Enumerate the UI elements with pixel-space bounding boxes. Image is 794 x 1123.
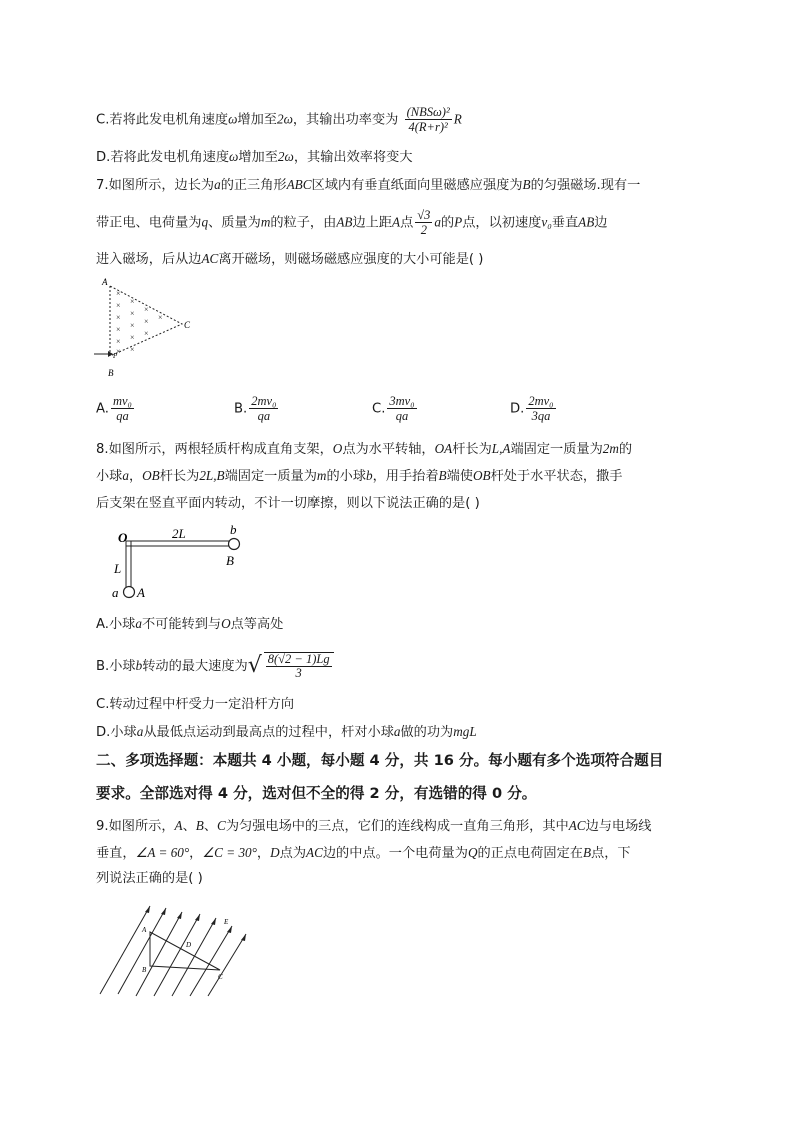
q7-option-d — [510, 394, 558, 423]
text: 垂直 — [551, 215, 579, 231]
text: 点等高处 — [230, 617, 284, 632]
text: 杆处于水平状态，撒手 — [490, 469, 623, 484]
text: 点为水平转轴， — [342, 442, 435, 457]
text: 后支架在竖直平面内转动，不计一切摩擦，则以下说法正确的是( ) — [96, 496, 480, 511]
label-a-lower: a — [112, 585, 119, 600]
text: 2m — [602, 441, 619, 456]
ball-b — [229, 539, 240, 550]
text: 不可能转到与 — [141, 617, 222, 632]
velocity-fraction — [264, 652, 334, 680]
radical-sign: √ — [247, 653, 262, 678]
svg-text:×: × — [144, 305, 149, 314]
text: C. — [372, 401, 386, 417]
text: 点，下 — [591, 846, 631, 861]
text: q — [201, 214, 209, 230]
text: D.若将此发电机角速度 — [96, 150, 230, 165]
text: OA — [434, 441, 453, 456]
text: 的 — [440, 215, 455, 231]
svg-text:×: × — [158, 313, 163, 322]
text: 的匀强磁场.现有一 — [530, 178, 641, 193]
text: 的正点电荷固定在 — [477, 846, 583, 861]
q9-line1 — [96, 817, 652, 836]
denominator: qa — [116, 409, 129, 423]
text: 端使 — [446, 469, 473, 484]
text: a — [393, 724, 401, 739]
svg-text:×: × — [116, 289, 121, 298]
text: D.小球 — [96, 725, 137, 740]
text: 区域内有垂直纸面向里磁感应强度为 — [311, 178, 523, 193]
text: 的粒子，由 — [270, 215, 337, 231]
label-c: C — [218, 973, 223, 981]
numerator: mv₀ — [112, 394, 132, 408]
text: OB — [142, 468, 160, 483]
text: AB — [578, 214, 595, 230]
text: ，其输出功率变为 — [292, 112, 399, 128]
label-o: O — [118, 530, 128, 545]
sqrt3-over-2 — [415, 208, 432, 237]
text: mgL — [453, 724, 477, 739]
text: B — [522, 177, 531, 192]
text: B.小球 — [96, 659, 136, 674]
text: OB — [472, 468, 491, 483]
text: 要求。全部选对得 4 分，选对但不全的得 2 分，有选错的得 0 分。 — [96, 785, 537, 802]
text: ， — [128, 469, 143, 484]
text: B — [438, 468, 447, 483]
text: a — [214, 177, 221, 192]
q7-triangle-figure — [92, 276, 202, 384]
text: B. — [234, 401, 248, 417]
field-crosses — [116, 289, 163, 356]
q8-option-c — [96, 696, 294, 714]
text: m — [316, 468, 327, 483]
text: 2ω — [277, 149, 294, 164]
q7-line3 — [96, 250, 483, 269]
text: ，用手抬着 — [372, 469, 439, 484]
rod-oa — [126, 541, 131, 587]
fraction — [249, 394, 278, 423]
svg-text:×: × — [130, 297, 135, 306]
q7-option-b — [234, 394, 280, 423]
text: 8.如图所示，两根轻质杆构成直角支架， — [96, 442, 333, 457]
ball-a — [124, 587, 135, 598]
numerator: √3 — [417, 208, 431, 222]
text: AC — [306, 845, 323, 860]
text: 、 — [203, 819, 218, 834]
text: A. — [96, 401, 109, 417]
q8-option-d — [96, 723, 477, 742]
section2-heading-line2 — [96, 785, 536, 803]
text: AC — [201, 251, 219, 266]
label-2l: 2L — [172, 526, 186, 541]
text: 列说法正确的是( ) — [96, 871, 203, 886]
q7-line2 — [96, 208, 607, 237]
numerator: 2mv₀ — [528, 394, 554, 408]
q7-line1 — [96, 176, 640, 195]
text: 二、多项选择题：本题共 4 小题，每小题 4 分，共 16 分。每小题有多个选项符合题目 — [96, 752, 664, 769]
text: a — [434, 214, 441, 230]
text: 的 — [618, 442, 633, 457]
rod-ob — [126, 541, 232, 546]
text: 带正电、电荷量为 — [96, 215, 202, 231]
label-p: P — [113, 352, 118, 360]
svg-text:×: × — [130, 309, 135, 318]
denominator: 2 — [420, 223, 427, 237]
svg-text:×: × — [116, 347, 121, 356]
text: v₀ — [541, 214, 552, 230]
label-b: B — [142, 966, 147, 974]
denominator: 3qa — [531, 409, 551, 423]
text: a — [122, 468, 129, 483]
q8-line2 — [96, 467, 622, 486]
text: 边上距 — [352, 215, 392, 231]
svg-text:×: × — [130, 333, 135, 342]
text: 点为 — [279, 846, 307, 861]
text: 端固定一质量为 — [510, 442, 603, 457]
q7-option-a — [96, 394, 136, 423]
power-fraction — [405, 105, 452, 134]
label-c: C — [184, 320, 191, 330]
svg-text:×: × — [116, 301, 121, 310]
svg-text:×: × — [130, 345, 135, 354]
text: 7.如图所示，边长为 — [96, 178, 215, 193]
label-a: A — [142, 926, 147, 934]
text: C — [217, 818, 226, 833]
text: 边与电场线 — [585, 819, 652, 834]
text: 垂直， — [96, 846, 136, 861]
text: 的小球 — [326, 469, 367, 484]
numerator: 3mv₀ — [389, 394, 415, 408]
label-b-upper: B — [226, 553, 234, 568]
text: 增加至 — [238, 150, 278, 165]
text: ， — [189, 846, 203, 861]
text: C.转动过程中杆受力一定沿杆方向 — [96, 697, 295, 712]
text: B — [195, 818, 204, 833]
text: ,B — [213, 468, 225, 483]
text: 离开磁场，则磁场磁感应强度的大小可能是( ) — [218, 252, 484, 267]
q9-field-figure — [94, 900, 254, 1000]
label-b-lower: b — [230, 522, 237, 537]
numerator: (NBSω)² — [406, 105, 450, 119]
text: 增加至 — [237, 112, 277, 128]
q9-line2 — [96, 844, 631, 863]
text: 边的中点。一个电荷量为 — [322, 846, 468, 861]
text: 点，以初速度 — [462, 215, 542, 231]
denominator: qa — [257, 409, 271, 423]
svg-text:×: × — [116, 337, 121, 346]
text: 转动的最大速度为 — [142, 659, 248, 674]
q9-line3 — [96, 870, 203, 888]
denominator: qa — [395, 409, 409, 423]
denominator: 3 — [295, 666, 302, 680]
text: 的正三角形 — [220, 178, 287, 193]
label-l: L — [114, 561, 122, 576]
text: C.若将此发电机角速度 — [96, 112, 229, 128]
q8-line1 — [96, 440, 632, 459]
label-b: B — [108, 368, 114, 378]
text: ，其输出效率将变大 — [293, 150, 413, 165]
svg-text:×: × — [116, 313, 121, 322]
label-a-upper: A — [137, 585, 145, 600]
text: 杆长为 — [452, 442, 492, 457]
label-a: A — [102, 277, 108, 287]
text: AC — [568, 818, 586, 833]
text: 做的功为 — [400, 725, 454, 740]
text: 2L — [199, 468, 214, 483]
section2-heading-line1 — [96, 752, 663, 770]
q8-line3 — [96, 495, 480, 513]
text: b — [135, 658, 143, 673]
denominator: 4(R+r)² — [408, 120, 448, 134]
svg-text:×: × — [116, 325, 121, 334]
text: D — [270, 845, 280, 860]
text: a — [136, 724, 144, 739]
text: 、 — [182, 819, 196, 834]
fraction — [387, 394, 416, 423]
q8-option-a — [96, 615, 283, 634]
text: AB — [336, 214, 353, 230]
fraction — [526, 394, 555, 423]
text: 点 — [400, 215, 414, 231]
svg-text:×: × — [144, 317, 149, 326]
text: ABC — [286, 177, 312, 192]
text: 2ω — [276, 111, 293, 127]
text: O — [221, 616, 231, 631]
text: D. — [510, 401, 525, 417]
text: ， — [256, 846, 271, 861]
text: Q — [467, 845, 478, 860]
text: O — [332, 441, 343, 456]
text: B — [582, 845, 592, 860]
text: 为匀强电场中的三点，它们的连线构成一直角三角形，其中 — [225, 819, 569, 834]
text: 端固定一质量为 — [224, 469, 317, 484]
text: 9.如图所示， — [96, 819, 175, 834]
text: L — [491, 441, 500, 456]
text: A.小球 — [96, 617, 136, 632]
numerator: 2mv₀ — [251, 394, 277, 408]
text: R — [453, 111, 462, 127]
text: P — [454, 214, 463, 230]
svg-text:×: × — [144, 329, 149, 338]
q6-option-c — [96, 105, 462, 134]
text: ∠C = 30° — [202, 845, 257, 860]
svg-text:×: × — [130, 321, 135, 330]
text: A — [392, 214, 401, 230]
numerator: 8(√2 − 1)Lg — [267, 652, 330, 666]
text: A — [174, 818, 183, 833]
text: 从最低点运动到最高点的过程中，杆对小球 — [143, 725, 394, 740]
text: ,A — [499, 441, 511, 456]
label-e: E — [224, 918, 229, 926]
label-d: D — [186, 941, 192, 949]
text: m — [260, 214, 271, 230]
field-arrows — [145, 906, 246, 941]
text: ω — [229, 149, 239, 164]
fraction — [111, 394, 134, 423]
text: ∠A = 60° — [135, 845, 190, 860]
q8-bracket-figure — [108, 520, 248, 608]
text: a — [135, 616, 142, 631]
text: 边 — [594, 215, 608, 231]
q8-option-b — [96, 652, 336, 680]
text: 、质量为 — [208, 215, 261, 231]
q6-option-d — [96, 148, 413, 167]
text: 进入磁场，后从边 — [96, 252, 202, 267]
text: 小球 — [96, 469, 123, 484]
text: 杆长为 — [159, 469, 200, 484]
text: ω — [228, 111, 238, 127]
text: b — [366, 468, 373, 483]
q7-option-c — [372, 394, 419, 423]
